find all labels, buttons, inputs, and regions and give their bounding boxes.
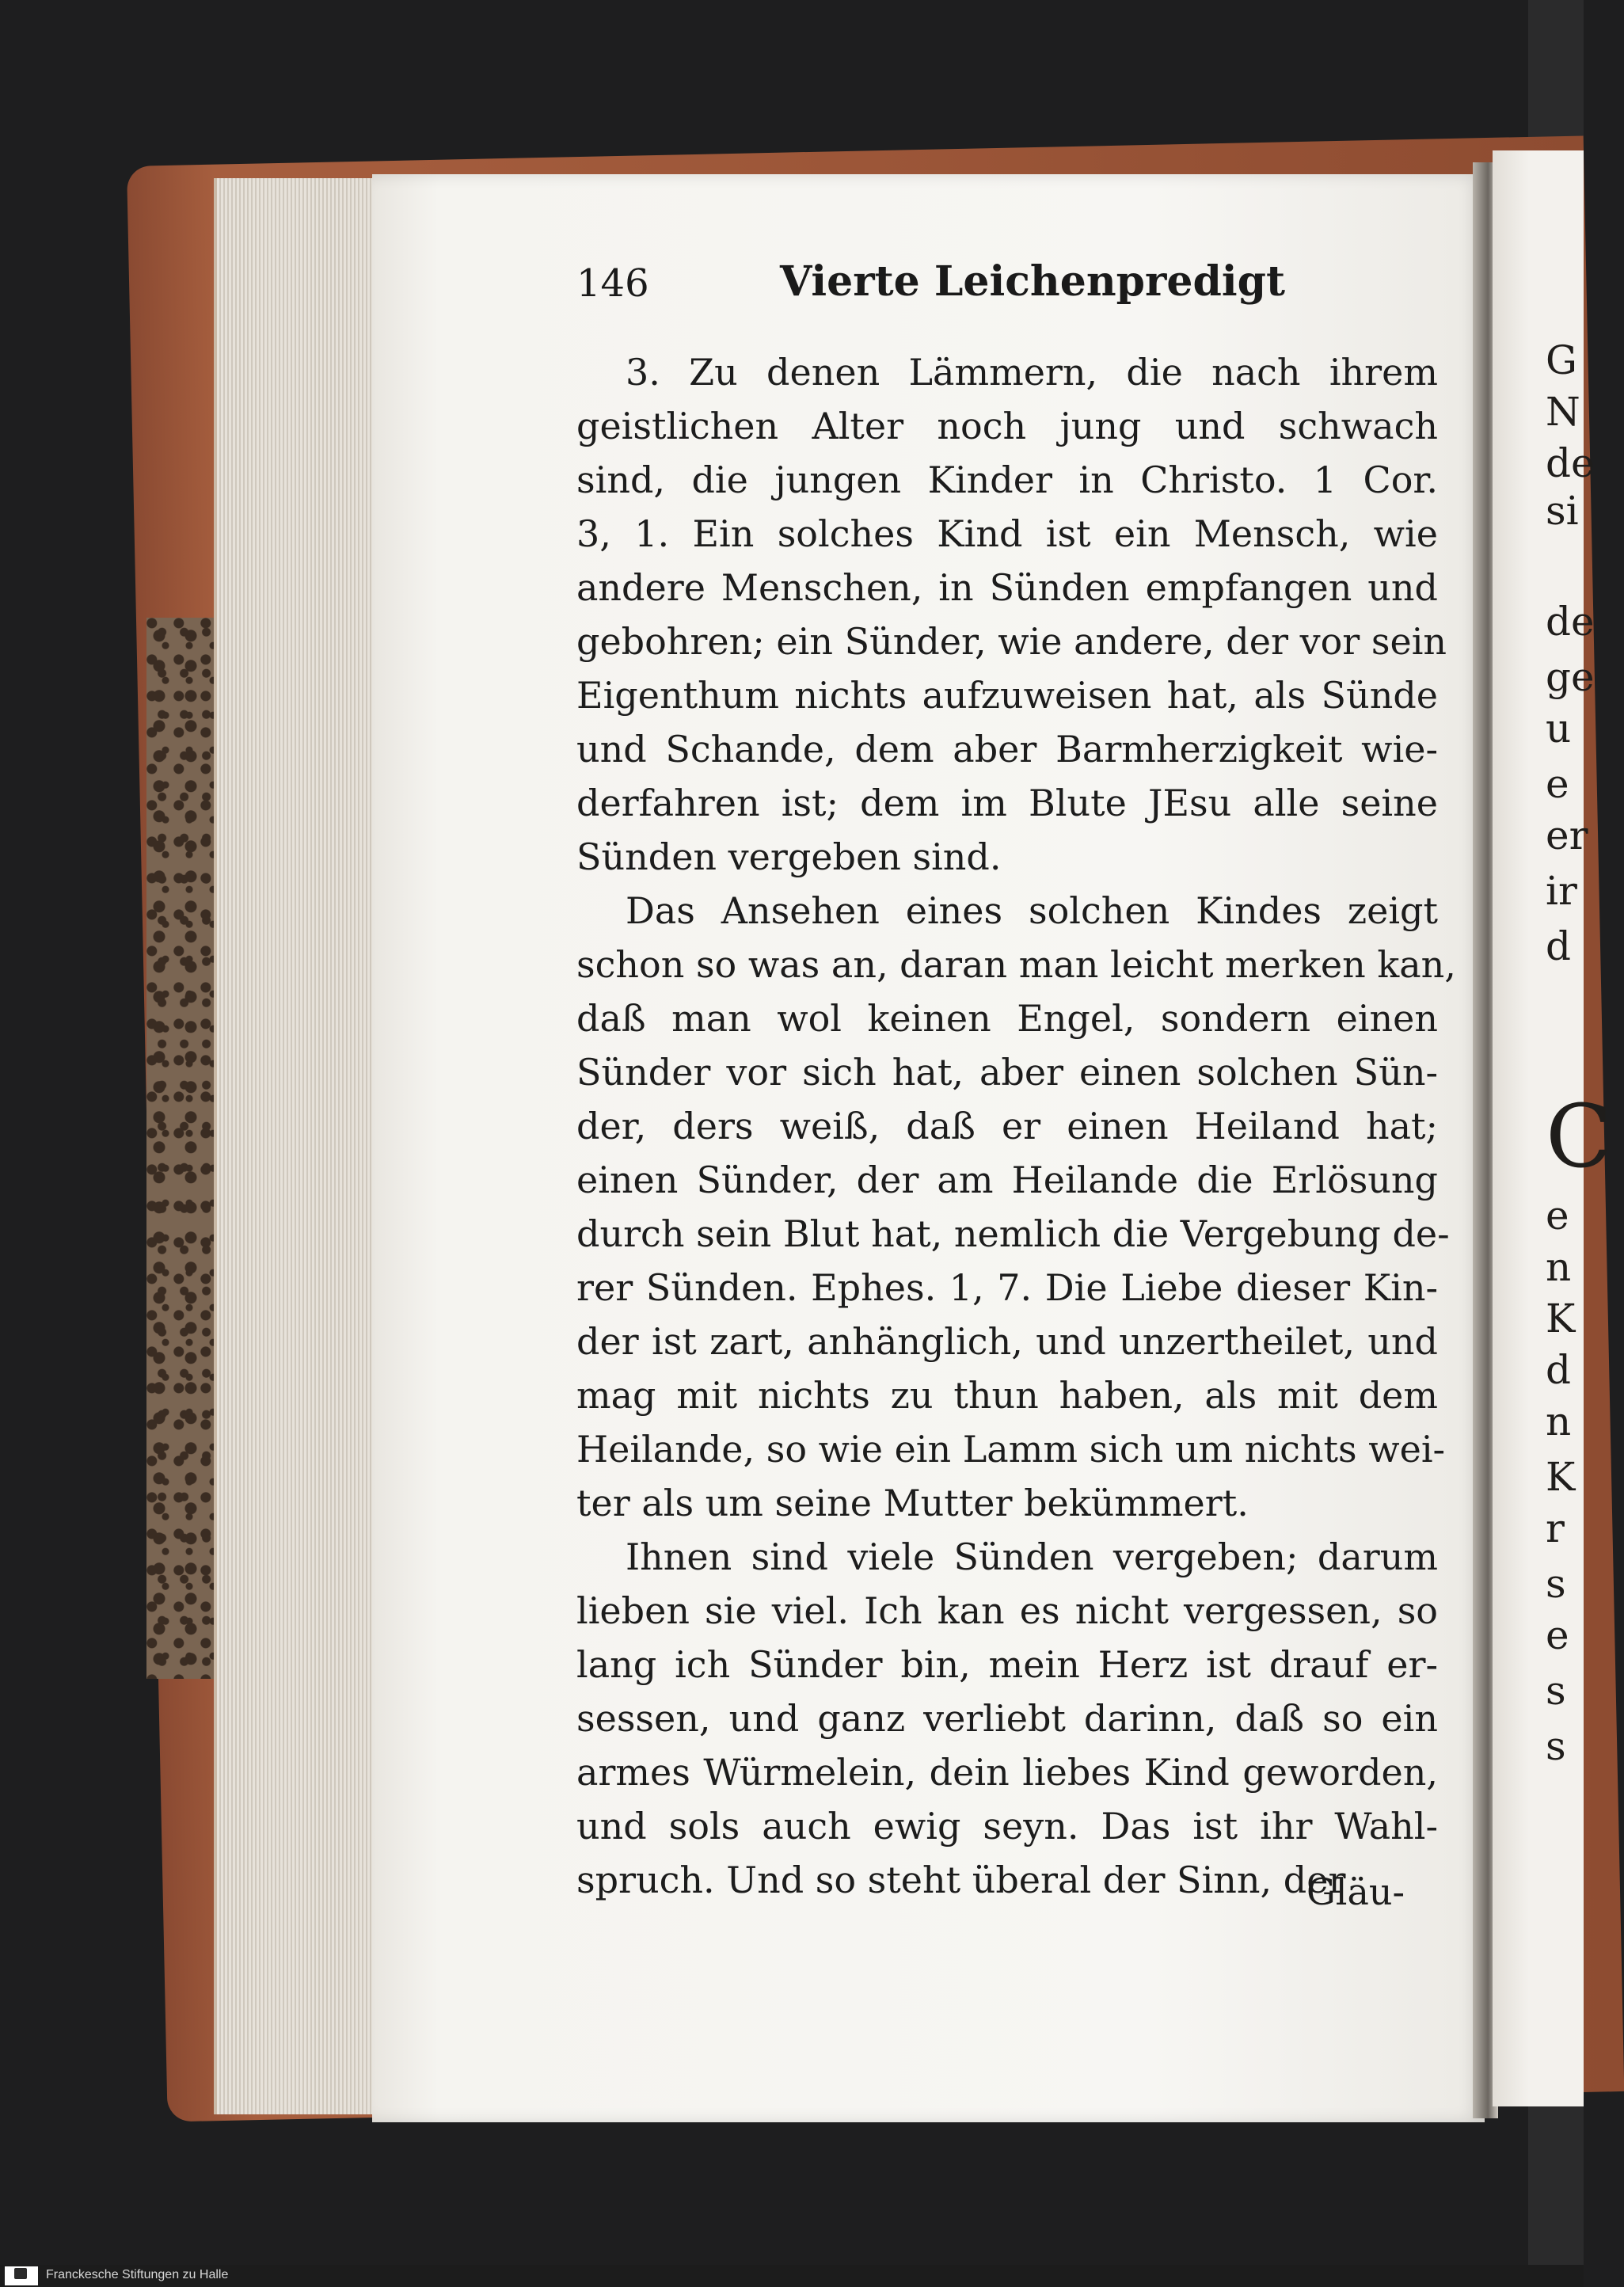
text-line: Eigenthum nichts aufzuweisen hat, als Sünde: [576, 674, 1438, 717]
facing-page-fragment: r: [1546, 1505, 1565, 1551]
text-line: mag mit nichts zu thun haben, als mit dem: [576, 1374, 1438, 1417]
page-block-edges: [214, 178, 391, 2114]
text-line: der, ders weiß, daß er einen Heiland hat;: [576, 1105, 1438, 1147]
institution-logo-mark: [14, 2268, 27, 2279]
text-line: spruch. Und so steht überal der Sinn, der: [576, 1859, 1346, 1901]
facing-page-fragment: de: [1546, 599, 1595, 645]
running-head: Vierte Leichenpredigt: [780, 257, 1285, 306]
text-line: geistlichen Alter noch jung und schwach: [576, 405, 1438, 447]
facing-page-fragment: K: [1546, 1454, 1576, 1500]
text-line: gebohren; ein Sünder, wie andere, der vor sein: [576, 620, 1447, 663]
footer-bar: [0, 2265, 1584, 2287]
facing-page-fragment: d: [1546, 1347, 1572, 1393]
text-line: ter als um seine Mutter bekümmert.: [576, 1482, 1249, 1524]
text-line: lang ich Sünder bin, mein Herz ist drauf er-: [576, 1643, 1438, 1686]
text-line: sessen, und ganz verliebt darinn, daß so ein: [576, 1697, 1438, 1740]
facing-page-fragment: er: [1546, 812, 1588, 858]
text-line: 3, 1. Ein solches Kind ist ein Mensch, wie: [576, 512, 1438, 555]
facing-page-fragment: de: [1546, 440, 1595, 486]
text-line: schon so was an, daran man leicht merken kan,: [576, 943, 1456, 986]
text-line: Sünden vergeben sind.: [576, 835, 1002, 878]
facing-page-fragment: G: [1546, 337, 1577, 383]
text-line: durch sein Blut hat, nemlich die Vergebung de-: [576, 1212, 1450, 1255]
facing-page-fragment: d: [1546, 923, 1572, 969]
facing-page-fragment: u: [1546, 706, 1572, 752]
text-line: rer Sünden. Ephes. 1, 7. Die Liebe dieser Kin-: [576, 1266, 1438, 1309]
text-line: derfahren ist; dem im Blute JEsu alle seine: [576, 782, 1438, 824]
page-number: 146: [576, 261, 649, 306]
facing-page-fragment: N: [1546, 389, 1580, 435]
text-line: der ist zart, anhänglich, und unzertheilet, und: [576, 1320, 1438, 1363]
facing-page-fragment: e: [1546, 1193, 1569, 1239]
facing-page-fragment: e: [1546, 1612, 1569, 1658]
catchword: Gläu-: [1306, 1870, 1405, 1913]
text-line: daß man wol keinen Engel, sondern einen: [576, 997, 1438, 1040]
facing-page-fragment: C: [1546, 1086, 1613, 1187]
facing-page-fragment: K: [1546, 1296, 1576, 1341]
text-line: sind, die jungen Kinder in Christo. 1 Cor.: [576, 459, 1438, 501]
facing-page-fragment: n: [1546, 1398, 1572, 1444]
facing-page-fragment: n: [1546, 1244, 1572, 1290]
text-line: und Schande, dem aber Barmherzigkeit wie-: [576, 728, 1438, 771]
text-line: Heilande, so wie ein Lamm sich um nichts wei-: [576, 1428, 1446, 1471]
text-line: armes Würmelein, dein liebes Kind geworden,: [576, 1751, 1438, 1794]
facing-page-fragment: s: [1546, 1668, 1566, 1714]
text-line: Das Ansehen eines solchen Kindes zeigt: [626, 889, 1438, 932]
facing-page-fragment: e: [1546, 761, 1569, 807]
facing-page-fragment: si: [1546, 488, 1579, 534]
text-line: und sols auch ewig seyn. Das ist ihr Wahl-: [576, 1805, 1438, 1847]
text-line: andere Menschen, in Sünden empfangen und: [576, 566, 1438, 609]
footer-institution-name: Franckesche Stiftungen zu Halle: [46, 2268, 229, 2281]
text-line: einen Sünder, der am Heilande die Erlösung: [576, 1159, 1438, 1201]
text-line: Ihnen sind viele Sünden vergeben; darum: [626, 1535, 1438, 1578]
text-line: lieben sie viel. Ich kan es nicht vergessen, so: [576, 1589, 1438, 1632]
facing-page-fragment: s: [1546, 1561, 1566, 1607]
text-line: Sünder vor sich hat, aber einen solchen Sün-: [576, 1051, 1438, 1094]
facing-page-fragment: ge: [1546, 654, 1595, 700]
facing-page-fragment: s: [1546, 1723, 1566, 1769]
text-line: 3. Zu denen Lämmern, die nach ihrem: [626, 351, 1438, 394]
facing-page-fragment: ir: [1546, 868, 1577, 914]
